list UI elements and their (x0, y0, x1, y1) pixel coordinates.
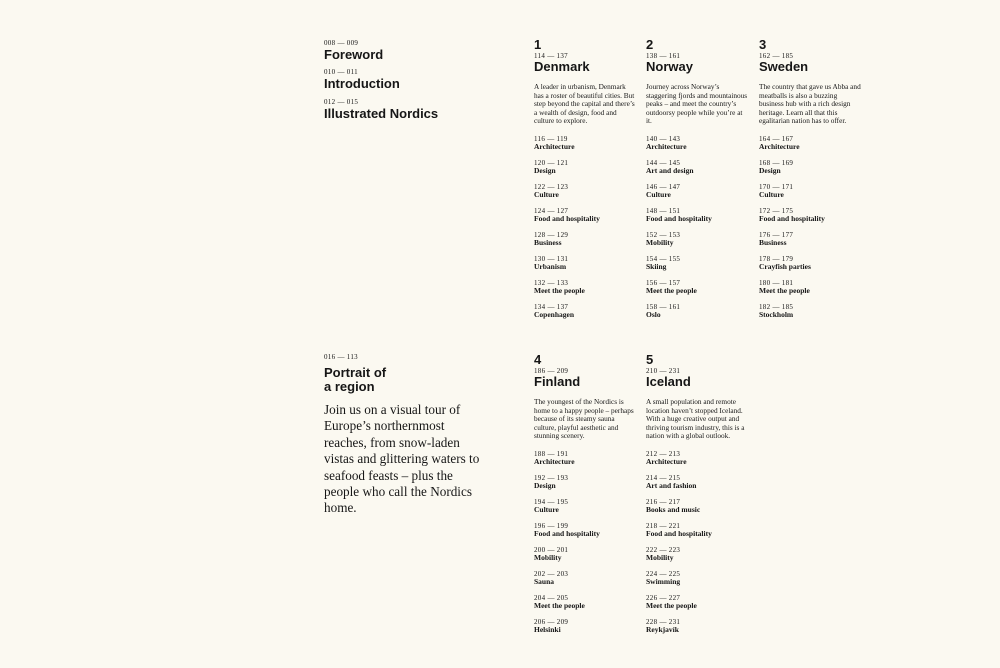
page-range: 016 — 113 (324, 353, 358, 361)
section-item[interactable] (646, 474, 756, 498)
country-name[interactable]: Sweden (759, 59, 809, 74)
section-title: Architecture (759, 141, 800, 151)
toc-entry-foreword[interactable] (324, 39, 504, 63)
section-title: Design (759, 165, 781, 175)
page-range: 116 — 119 (534, 134, 568, 143)
section-item[interactable] (759, 255, 869, 279)
section-title: Books and music (646, 504, 701, 514)
section-title: Food and hospitality (759, 213, 825, 223)
country-description: The youngest of the Nordics is home to a happy people – perhaps because of its steamy sauna culture, playful aesthetic and stunning scenery. (534, 397, 634, 441)
section-item[interactable] (534, 303, 644, 327)
section-title: Stockholm (759, 309, 794, 319)
chapter-number: 1 (534, 37, 542, 52)
section-item[interactable] (534, 231, 644, 255)
section-title: Reykjavík (646, 624, 679, 634)
page-range: 130 — 131 (534, 254, 569, 263)
page-range: 164 — 167 (759, 134, 794, 143)
section-item[interactable] (646, 303, 756, 327)
section-title: Meet the people (759, 285, 810, 295)
section-item[interactable] (646, 546, 756, 570)
page-range: 178 — 179 (759, 254, 794, 263)
section-title: Architecture (534, 141, 575, 151)
page-range: 222 — 223 (646, 545, 681, 554)
page-range: 172 — 175 (759, 206, 794, 215)
section-item[interactable] (646, 159, 756, 183)
page-range: 180 — 181 (759, 278, 794, 287)
section-list (534, 450, 644, 642)
section-title: Helsinki (534, 624, 561, 634)
page-range: 216 — 217 (646, 497, 681, 506)
section-list (534, 135, 644, 327)
section-list (646, 135, 756, 327)
country-sweden (759, 38, 869, 327)
page-range: 214 — 215 (646, 473, 681, 482)
section-item[interactable] (759, 231, 869, 255)
page-range: 154 — 155 (646, 254, 681, 263)
toc-entry-portrait[interactable] (324, 353, 484, 517)
page-range: 144 — 145 (646, 158, 681, 167)
section-title: Culture (759, 189, 784, 199)
country-description: A small population and remote location haven’t stopped Iceland. With a huge creative output and thriving tourism industry, this is a nation with a global outlook. (646, 397, 745, 441)
page-range: 170 — 171 (759, 182, 794, 191)
section-title: Meet the people (534, 285, 585, 295)
page-range: 138 — 161 (646, 52, 681, 60)
section-item[interactable] (534, 279, 644, 303)
section-item[interactable] (534, 522, 644, 546)
page-range: 196 — 199 (534, 521, 569, 530)
page-range: 182 — 185 (759, 302, 794, 311)
page-range: 188 — 191 (534, 449, 569, 458)
page-range: 148 — 151 (646, 206, 681, 215)
section-title: Art and design (646, 165, 694, 175)
country-name[interactable]: Finland (534, 374, 581, 389)
section-item[interactable] (534, 207, 644, 231)
country-description: A leader in urbanism, Denmark has a roster of beautiful cities. But step beyond the capital and there’s a wealth of design, food and culture to explore. (534, 82, 635, 126)
country-finland (534, 353, 644, 642)
section-title: Mobility (646, 237, 674, 247)
section-title: Art and fashion (646, 480, 697, 490)
section-title: Crayfish parties (759, 261, 811, 271)
entry-title: Introduction (324, 76, 400, 91)
section-item[interactable] (534, 183, 644, 207)
page-range: 114 — 137 (534, 52, 568, 60)
page-range: 152 — 153 (646, 230, 681, 239)
section-title: Architecture (534, 456, 575, 466)
section-item[interactable] (534, 570, 644, 594)
page-range: 202 — 203 (534, 569, 569, 578)
toc-entry-introduction[interactable] (324, 68, 504, 92)
section-title: Food and hospitality (534, 528, 600, 538)
section-title: Mobility (646, 552, 674, 562)
page-range: 206 — 209 (534, 617, 569, 626)
section-item[interactable] (646, 279, 756, 303)
page-range: 008 — 009 (324, 39, 359, 47)
section-item[interactable] (534, 135, 644, 159)
page-range: 122 — 123 (534, 182, 569, 191)
section-title: Business (759, 237, 787, 247)
section-item[interactable] (534, 474, 644, 498)
section-item[interactable] (646, 450, 756, 474)
page-range: 228 — 231 (646, 617, 681, 626)
section-item[interactable] (759, 207, 869, 231)
section-item[interactable] (759, 183, 869, 207)
section-title: Urbanism (534, 261, 567, 271)
page-range: 224 — 225 (646, 569, 681, 578)
section-title: Copenhagen (534, 309, 575, 319)
page-range: 200 — 201 (534, 545, 569, 554)
page-range: 010 — 011 (324, 68, 358, 76)
section-item[interactable] (534, 594, 644, 618)
section-item[interactable] (759, 279, 869, 303)
page-range: 012 — 015 (324, 98, 359, 106)
page-range: 162 — 185 (759, 52, 794, 60)
section-item[interactable] (646, 207, 756, 231)
section-title: Design (534, 165, 556, 175)
section-title: Meet the people (646, 600, 697, 610)
page-range: 158 — 161 (646, 302, 681, 311)
chapter-number: 4 (534, 352, 542, 367)
page-range: 128 — 129 (534, 230, 569, 239)
country-denmark (534, 38, 644, 327)
page-range: 204 — 205 (534, 593, 569, 602)
chapter-number: 5 (646, 352, 654, 367)
country-name[interactable]: Norway (646, 59, 693, 74)
country-name[interactable]: Iceland (646, 374, 691, 389)
entry-title: Illustrated Nordics (324, 106, 439, 121)
country-description: The country that gave us Abba and meatballs is also a buzzing business hub with a rich design heritage. Learn all that this egalitarian nation has to offer. (759, 82, 861, 126)
section-list (646, 450, 756, 642)
section-item[interactable] (646, 183, 756, 207)
section-title: Architecture (646, 141, 687, 151)
portrait-title: Portrait of a region (324, 365, 387, 394)
page-range: 176 — 177 (759, 230, 794, 239)
section-title: Skiing (646, 261, 667, 271)
section-item[interactable] (646, 522, 756, 546)
section-title: Culture (534, 189, 559, 199)
toc-entry-illustrated-nordics[interactable] (324, 98, 504, 122)
section-title: Culture (646, 189, 671, 199)
section-item[interactable] (759, 159, 869, 183)
entry-title: Foreword (324, 47, 384, 62)
page-range: 146 — 147 (646, 182, 681, 191)
section-item[interactable] (534, 159, 644, 183)
section-item[interactable] (759, 303, 869, 327)
page-range: 212 — 213 (646, 449, 681, 458)
chapter-number: 2 (646, 37, 654, 52)
section-title: Sauna (534, 576, 555, 586)
section-title: Oslo (646, 309, 661, 319)
section-title: Food and hospitality (646, 528, 712, 538)
page-range: 124 — 127 (534, 206, 569, 215)
section-item[interactable] (534, 450, 644, 474)
page-range: 192 — 193 (534, 473, 569, 482)
section-title: Meet the people (646, 285, 697, 295)
section-item[interactable] (759, 135, 869, 159)
page-range: 226 — 227 (646, 593, 681, 602)
country-norway (646, 38, 756, 327)
country-name[interactable]: Denmark (534, 59, 590, 74)
portrait-description: Join us on a visual tour of Europe’s northernmost reaches, from snow-laden vistas and glittering waters to seafood feasts – plus the people who call the Nordics home. (324, 402, 480, 516)
section-item[interactable] (534, 498, 644, 522)
page-range: 218 — 221 (646, 521, 681, 530)
page-range: 168 — 169 (759, 158, 794, 167)
section-item[interactable] (646, 498, 756, 522)
section-item[interactable] (646, 135, 756, 159)
section-item[interactable] (646, 570, 756, 594)
page-range: 120 — 121 (534, 158, 569, 167)
page-range: 186 — 209 (534, 367, 569, 375)
page-range: 194 — 195 (534, 497, 569, 506)
section-title: Culture (534, 504, 559, 514)
section-title: Swimming (646, 576, 681, 586)
chapter-number: 3 (759, 37, 767, 52)
section-title: Architecture (646, 456, 687, 466)
page-range: 156 — 157 (646, 278, 681, 287)
page-range: 132 — 133 (534, 278, 569, 287)
section-item[interactable] (534, 255, 644, 279)
section-list (759, 135, 869, 327)
page-range: 134 — 137 (534, 302, 569, 311)
section-title: Food and hospitality (646, 213, 712, 223)
page-range: 140 — 143 (646, 134, 681, 143)
section-item[interactable] (646, 255, 756, 279)
section-title: Business (534, 237, 562, 247)
section-item[interactable] (646, 618, 756, 642)
section-item[interactable] (646, 231, 756, 255)
country-iceland (646, 353, 756, 642)
section-title: Design (534, 480, 556, 490)
page-range: 210 — 231 (646, 367, 681, 375)
section-title: Meet the people (534, 600, 585, 610)
section-item[interactable] (646, 594, 756, 618)
section-item[interactable] (534, 618, 644, 642)
section-title: Mobility (534, 552, 562, 562)
country-description: Journey across Norway’s staggering fjords and mountainous peaks – and meet the country’s outdoorsy people while you’re at it. (646, 82, 748, 126)
section-item[interactable] (534, 546, 644, 570)
section-title: Food and hospitality (534, 213, 600, 223)
